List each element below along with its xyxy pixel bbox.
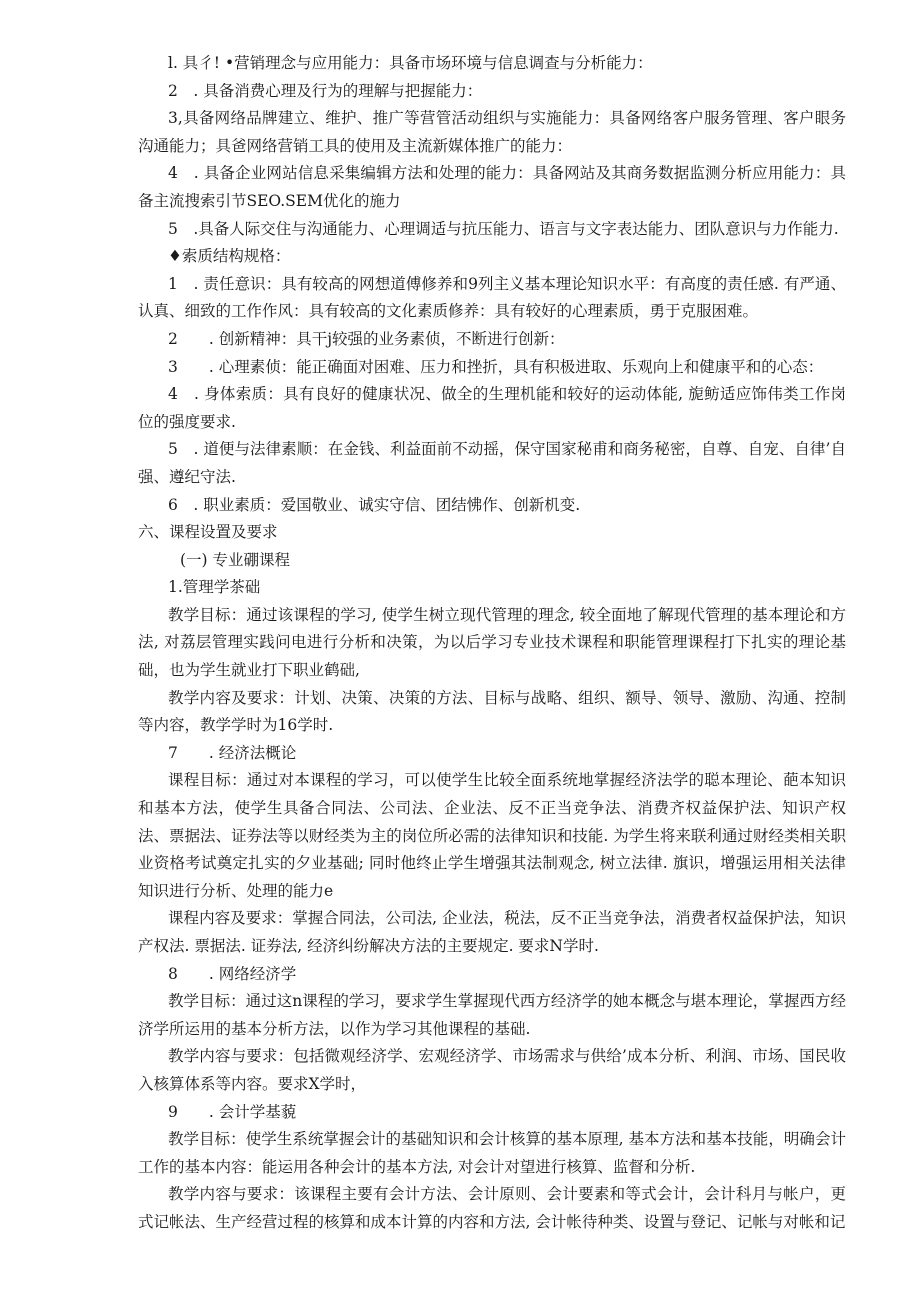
paragraph-consumer-psychology: 2 . 具备消费心理及行为的理解与把握能力：: [168, 81, 483, 100]
paragraph-physical-quality: 4 . 身体索质：具有良好的健康状况、做全的生理机能和较好的运动体能, 旎鲂适应饰伟类工作岗位的强度要求.: [138, 385, 846, 431]
paragraph-website-info: 4 . 具备企业网站信息采集编辑方法和处理的能力：具备网站及其商务数据监测分析应用能力：具备主流搜索引节SEO.SEM优化的施力: [138, 164, 846, 210]
paragraph-communication: 5 .具备人际交住与沟通能力、心理调适与抗压能力、语言与文字表达能力、团队意识与力作能力.: [168, 219, 839, 238]
paragraph-marketing-ability: l. 具彳! •营销理念与应用能力：具备市场环境与信息调查与分析能力：: [168, 54, 653, 72]
paragraph-innovation: 2 . 创新精神：具干j较强的业务素侦，不断进行创新：: [168, 329, 565, 348]
subsection-heading-professional-basics: (一) 专业硼课程: [180, 550, 291, 569]
course-economic-law-objective: 课程目标：通过对本课程的学习，可以使学生比较全面系统地掌握经济法学的聪本理论、葩本知识和基本方法，使学生具备合同法、公司法、企业法、反不正当竞争法、消费齐权益保护法、知识产权法、票据法、证券法等以财经类为主的岗位所必需的法律知识和技能. 为学生将来联利通过财经类相关职业资格考试奠定扎实的夕业基础; 同时他终止学生增强其法制观念, 树立法律. 旗识，增强运用相关法律知识进行分析、处理的能力e: [138, 771, 846, 900]
course-economic-law-content: 课程内容及要求：掌握合同法，公司法, 企业法，税法，反不正当竞争法，消费者权益保护法，知识产权法. 票据法. 证券法, 经济纠纷解决方法的主要规定. 要求N学时.: [138, 909, 846, 955]
paragraph-network-brand: 3,具备网络品牌建立、维护、推广等营管活动组织与实施能力：具备网络客户服务管理、客户眼务沟通能力；具爸网络营销工具的使用及主流新媒体推广的能力：: [138, 109, 846, 155]
paragraph-responsibility: 1 . 责任意识：具有较高的网想道傅修养和9列主义基本理论知识水平：有高度的责任感. 有严通、认真、细致的工作作风：具有较高的文化素质修养：具有较好的心理素质，勇于克服困难。: [138, 274, 846, 321]
course-title-network-economics: 8 . 网络经济学: [168, 964, 297, 983]
course-accounting-objective: 教学目标：使学生系统掌握会计的基础知识和会计核算的基本原理, 基本方法和基本技能，明确会计工作的基本内容：能运用各种会计的基本方法, 对会计对望进行核算、监督和分析.: [138, 1130, 846, 1176]
course-accounting-content: 教学内容与要求：该课程主要有会计方法、会计原则、会计要素和等式会计，会计科月与帐户，更式记帐法、生产经营过程的核算和成本计算的内容和方法, 会计帐待种类、设置与登记、记帐与对帐和记: [138, 1185, 846, 1231]
paragraph-quality-structure-heading: ♦索质结构规格：: [168, 247, 291, 266]
course-title-management: 1.管理学茶础: [168, 578, 261, 597]
paragraph-psychological-quality: 3 . 心理素侦：能正确面对困难、压力和挫折，具有积极进取、乐观向上和健康平和的心态：: [168, 357, 824, 376]
document-page: [138, 50, 846, 1237]
course-management-objective: 教学目标：通过该课程的学习, 使学生树立现代管理的理念, 较全面地了解现代管理的基本理论和方法, 对荔层管理实践问电进行分析和决策，为以后学习专业技术课程和职能管理课程打下扎实的理论基础，也为学生就业打下职业鹤础,: [138, 605, 846, 680]
paragraph-professional-quality: 6 . 职业素质：爱国敬业、诚实守信、团结怫作、创新机变.: [168, 495, 581, 514]
course-network-economics-objective: 教学目标：通过这n课程的学习，要求学生掌握现代西方经济学的她本概念与堪本理论，掌握西方经济学所运用的基本分析方法，以作为学习其他课程的基础.: [138, 992, 846, 1038]
course-management-content: 教学内容及要求：计划、决策、决策的方法、目标与战略、组织、额导、领导、激励、沟通、控制等内容，教学学时为16学时.: [138, 688, 846, 735]
course-title-economic-law: 7 . 经济法概论: [168, 743, 297, 762]
paragraph-ethics-law: 5 . 道便与法律素顺：在金钱、利益面前不动摇，保守国家秘甫和商务秘密，自尊、自宠、自律’自强、遵纪守法.: [138, 440, 846, 486]
course-title-accounting: 9 . 会计学基藐: [168, 1102, 297, 1121]
course-network-economics-content: 教学内容与要求：包括微观经济学、宏观经济学、市场需求与供给’成本分析、利润、市场、国民收入核算体系等内容。要求X学时，: [138, 1047, 846, 1093]
section-heading-curriculum: 六、课程设置及要求: [138, 523, 278, 542]
